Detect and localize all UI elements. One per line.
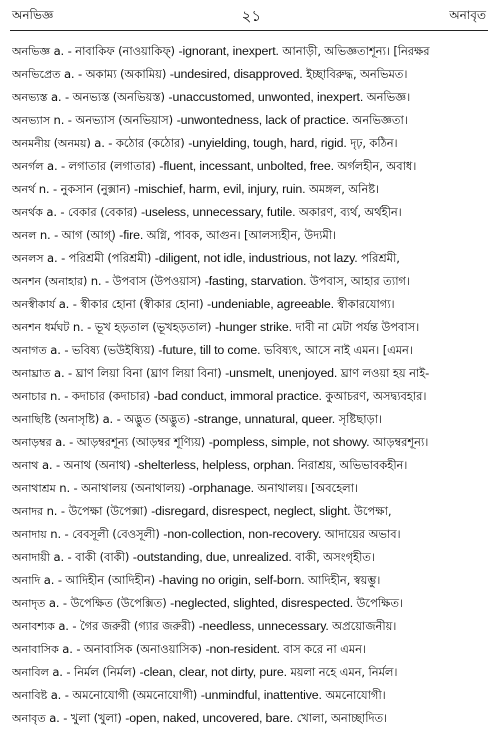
entry-bengali-definition: অগ্নি, পাবক, আগুন। [আলস্যহীন, উদ্যমী। [146,228,336,242]
entry-headword: অনভ্যস্ত [12,91,48,104]
entry-bengali-equivalent: অনাথ (অনাথ) [63,458,131,472]
entry-bengali-equivalent: কঠোর (কঠোর) [115,136,185,150]
entry-bengali-equivalent: ভূখ হড়তাল (ভূখহড়তাল) [94,320,212,334]
entry-part-of-speech: n. [59,481,70,495]
entry-part-of-speech: a. [49,711,60,725]
entry-part-of-speech: a. [41,458,53,472]
dictionary-entry: অনভিপ্রেত a. - অকাম্য (অকামিয়) -undesired, disapproved. ইচ্ছাবিরুদ্ধ, অনভিমত। [12,67,408,81]
entry-headword: অনাড়ম্বর [12,436,52,449]
entry-english-definition: shelterless, helpless, orphan. [138,458,295,472]
entry-bengali-definition: নিরাশ্রয়, অভিভাবকহীন। [297,458,408,472]
dictionary-entry: অনাচার n. - কদাচার (কদাচার) -bad conduct, immoral practice. কুআচরণ, অসদ্ব্যবহার। [12,389,427,403]
entry-bengali-definition: উপেক্ষা, [353,504,392,518]
entry-part-of-speech: a. [50,90,62,104]
entry-bengali-equivalent: উপেক্ষা (উপেক্সা) [68,504,148,518]
entry-headword: অনাদায়ী [12,551,50,564]
entry-english-definition: useless, unnecessary, futile. [144,205,296,219]
entry-english-definition: outstanding, due, unrealized. [136,550,292,564]
entry-bengali-equivalent: অদ্ভুত (অদ্ভুত) [124,412,191,426]
entry-bengali-definition: পরিশ্রমী, [361,251,400,265]
entry-part-of-speech: n. [46,504,58,518]
entry-headword: অনাবিল [12,666,49,679]
entry-bengali-definition: দৃঢ়, কঠিন। [350,136,398,150]
entry-bengali-definition: অনভিজ্ঞ। [366,90,411,104]
entry-english-definition: undeniable, agreeable. [211,297,334,311]
entry-headword: অনমনীয় (অনময়) [12,137,91,150]
entry-english-definition: fire. [123,228,144,242]
entry-bengali-definition: খোলা, অনাচ্ছাদিত। [296,711,388,725]
entry-part-of-speech: a. [102,412,114,426]
entry-bengali-equivalent: নির্মল (নির্মল) [73,665,136,679]
entry-headword: অনাথ [12,459,39,472]
entry-headword: অনভিজ্ঞ [12,45,51,58]
entry-headword: অনাদর [12,505,44,518]
entry-bengali-equivalent: স্বীকার হোনা (স্বীকার হোনা) [80,297,204,311]
entry-part-of-speech: n. [53,113,65,127]
entry-english-definition: ignorant, inexpert. [182,44,279,58]
entry-english-definition: open, naked, uncovered, bare. [129,711,294,725]
entry-bengali-definition: অপ্রয়োজনীয়। [332,619,397,633]
entry-headword: অনাঘ্রাত [12,367,51,380]
page-header [12,6,486,28]
dictionary-entry: অনমনীয় (অনময়) a. - কঠোর (কঠোর) -unyielding, tough, hard, rigid. দৃঢ়, কঠিন। [12,136,398,150]
header-divider [10,30,488,31]
header-left-guide-word: অনভিজ্ঞ [12,8,54,22]
entry-part-of-speech: a. [46,205,57,219]
entry-english-definition: neglected, slighted, disrespected. [174,596,353,610]
entry-part-of-speech: a. [50,343,61,357]
dictionary-entry: অনশন ধর্মঘট n. - ভূখ হড়তাল (ভূখহড়তাল) -hunger strike. দাবী না মেটা পর্যন্ত উপবাস। [12,320,420,334]
entry-headword: অনলস [12,252,44,265]
dictionary-entry: অনভ্যস্ত a. - অনভ্যস্ত (অনভিয়স্ত) -unaccustomed, unwonted, inexpert. অনভিজ্ঞ। [12,90,411,104]
dictionary-entry: অনর্গল a. - লগাতার (লগাতার) -fluent, incessant, unbolted, free. অর্গলহীন, অবাধ। [12,159,417,173]
entry-headword: অনাথাশ্রম [12,482,56,495]
entry-bengali-equivalent: কদাচার (কদাচার) [71,389,151,403]
dictionary-entry: অনাদায় n. - বেবসূলী (বেওসূলী) -non-collection, non-recovery. আদায়ের অভাব। [12,527,401,541]
entry-bengali-definition: দাবী না মেটা পর্যন্ত উপবাস। [295,320,420,334]
entry-part-of-speech: a. [47,251,58,265]
entry-bengali-definition: অনাথালয়। [অবহেলা। [257,481,358,495]
dictionary-entry: অনস্বীকার্য a. - স্বীকার হোনা (স্বীকার হোনা) -undeniable, agreeable. স্বীকারযোগ্য। [12,297,395,311]
dictionary-entry: অনাদায়ী a. - বাকী (বাকী) -outstanding, due, unrealized. বাকী, অসংগৃহীত। [12,550,375,564]
dictionary-entry: অনাগত a. - ভবিষ্য (ভউইষ্যিয়) -future, till to come. ভবিষ্যৎ, আসে নাই এমন। [এমন। [12,343,413,357]
entry-bengali-equivalent: অনাথালয় (অনাথালয়) [81,481,186,495]
entry-bengali-equivalent: গৈর জরুরী (গ্যার জরুরী) [79,619,196,633]
entry-bengali-definition: উপেক্ষিত। [356,596,403,610]
entry-bengali-definition: ময়লা নহে এমন, নির্মল। [290,665,398,679]
dictionary-entry: অনাবৃত a. - খুলা (খুলা) -open, naked, uncovered, bare. খোলা, অনাচ্ছাদিত। [12,711,388,725]
entry-english-definition: mischief, harm, evil, injury, ruin. [138,182,306,196]
entry-english-definition: hunger strike. [219,320,292,334]
entry-part-of-speech: a. [48,596,60,610]
entry-headword: অনাগত [12,344,47,357]
entry-list [12,40,486,742]
entry-bengali-definition: অকারণ, ব্যর্থ, অর্থহীন। [298,205,402,219]
entry-part-of-speech: a. [46,159,58,173]
entry-headword: অনাবাসিক [12,643,59,656]
entry-part-of-speech: a. [94,136,105,150]
entry-bengali-equivalent: উপেক্ষিত (উপেক্সিত) [70,596,167,610]
dictionary-entry: অনাবিল a. - নির্মল (নির্মল) -clean, clear, not dirty, pure. ময়লা নহে এমন, নির্মল। [12,665,398,679]
entry-part-of-speech: n. [50,389,61,403]
entry-part-of-speech: n. [38,182,50,196]
entry-bengali-definition: অমনোযোগী। [325,688,386,702]
entry-bengali-equivalent: বেবসূলী (বেওসূলী) [72,527,160,541]
entry-bengali-equivalent: বেকার (বেকার) [68,205,138,219]
dictionary-entry: অনশন (অনাহার) n. - উপবাস (উপওয়াস) -fasting, starvation. উপবাস, আহার ত্যাগ। [12,274,410,288]
dictionary-entry: অনাদি a. - আদিহীন (আদিহীন) -having no origin, self-born. আদিহীন, স্বয়ম্ভু। [12,573,381,587]
entry-headword: অনভ্যাস [12,114,50,127]
entry-part-of-speech: a. [43,573,55,587]
entry-bengali-equivalent: নাবাকিফ (নাওয়াকিফ্) [75,44,175,58]
dictionary-entry: অনাবিষ্ট a. - অমনোযোগী (অমনোযোগী) -unmindful, inattentive. অমনোযোগী। [12,688,386,702]
entry-bengali-definition: আদিহীন, স্বয়ম্ভু। [307,573,381,587]
entry-headword: অনাবশ্যক [12,620,55,633]
page-number: ২১ [241,6,262,25]
dictionary-entry: অনাঘ্রাত a. - ঘ্রাণ লিয়া বিনা (ঘ্রাণ লিয়া বিনা) -unsmelt, unenjoyed. ঘ্রাণ লওয়া হয় নাই- [12,366,430,380]
entry-part-of-speech: n. [39,228,51,242]
dictionary-entry: অনর্থ n. - নুকসান (নুক্সান) -mischief, harm, evil, injury, ruin. অমঙ্গল, অনিষ্ট। [12,182,380,196]
dictionary-entry: অনাথ a. - অনাথ (অনাথ) -shelterless, helpless, orphan. নিরাশ্রয়, অভিভাবকহীন। [12,458,408,472]
entry-english-definition: unyielding, tough, hard, rigid. [192,136,347,150]
entry-bengali-equivalent: অমনোযোগী (অমনোযোগী) [72,688,198,702]
entry-headword: অনর্গল [12,160,44,173]
dictionary-entry: অনাদৃত a. - উপেক্ষিত (উপেক্সিত) -neglected, slighted, disrespected. উপেক্ষিত। [12,596,403,610]
entry-english-definition: pompless, simple, not showy. [212,435,370,449]
entry-part-of-speech: a. [58,619,69,633]
entry-bengali-equivalent: নুকসান (নুক্সান) [60,182,131,196]
entry-english-definition: unsmelt, unenjoyed. [229,366,338,380]
entry-part-of-speech: n. [50,527,62,541]
entry-headword: অনশন (অনাহার) [12,275,88,288]
entry-bengali-definition: বাকী, অসংগৃহীত। [295,550,375,564]
entry-english-definition: unaccustomed, unwonted, inexpert. [172,90,364,104]
entry-bengali-definition: স্বীকারযোগ্য। [337,297,395,311]
entry-english-definition: future, till to come. [162,343,261,357]
entry-english-definition: unmindful, inattentive. [204,688,322,702]
entry-part-of-speech: a. [55,435,66,449]
entry-english-definition: orphanage. [192,481,254,495]
entry-headword: অনর্থ [12,183,36,196]
dictionary-entry: অনাড়ম্বর a. - আড়ম্বরশূন্য (আড়ম্বর শূণ্যিয়) -pompless, simple, not showy. আড়ম্বরশূন্য। [12,435,429,449]
entry-english-definition: non-resident. [209,642,280,656]
entry-headword: অনাদায় [12,528,47,541]
entry-headword: অনর্থক [12,206,43,219]
entry-bengali-definition: ইচ্ছাবিরুদ্ধ, অনভিমত। [306,67,408,81]
entry-part-of-speech: a. [58,297,70,311]
entry-bengali-definition: অনভিজ্ঞতা। [352,113,408,127]
entry-bengali-equivalent: ভবিষ্য (ভউইষ্যিয়) [71,343,155,357]
entry-part-of-speech: a. [62,642,73,656]
entry-bengali-equivalent: পরিশ্রমী (পরিশ্রমী) [68,251,152,265]
dictionary-entry: অনভ্যাস n. - অনভ্যাস (অনভিয়াস) -unwontedness, lack of practice. অনভিজ্ঞতা। [12,113,408,127]
entry-bengali-equivalent: অনভ্যাস (অনভিয়াস) [75,113,174,127]
header-right-guide-word: অনাবৃত [449,8,486,22]
entry-part-of-speech: n. [90,274,102,288]
entry-english-definition: having no origin, self-born. [162,573,305,587]
entry-bengali-definition: বাস করে না এমন। [283,642,366,656]
entry-bengali-equivalent: ঘ্রাণ লিয়া বিনা (ঘ্রাণ লিয়া বিনা) [75,366,222,380]
entry-bengali-definition: ঘ্রাণ লওয়া হয় নাই- [340,366,430,380]
entry-bengali-definition: অর্গলহীন, অবাধ। [337,159,417,173]
entry-bengali-definition: আনাড়ী, অভিজ্ঞতাশূন্য। [নিরক্ষর [282,44,430,58]
entry-bengali-definition: সৃষ্টিছাড়া। [338,412,382,426]
entry-bengali-equivalent: অকাম্য (অকামিয়) [85,67,167,81]
entry-bengali-equivalent: আড়ম্বরশূন্য (আড়ম্বর শূণ্যিয়) [76,435,206,449]
dictionary-entry: অনভিজ্ঞ a. - নাবাকিফ (নাওয়াকিফ্) -ignorant, inexpert. আনাড়ী, অভিজ্ঞতাশূন্য। [নিরক্ষর [12,44,430,58]
entry-headword: অনাবিষ্ট [12,689,48,702]
entry-headword: অনাবৃত [12,712,46,725]
entry-part-of-speech: a. [63,67,75,81]
entry-bengali-definition: কুআচরণ, অসদ্ব্যবহার। [325,389,427,403]
entry-headword: অনভিপ্রেত [12,68,61,81]
entry-bengali-equivalent: অনাবাসিক (অনাওয়াসিক) [83,642,202,656]
entry-headword: অনাদৃত [12,597,46,610]
dictionary-entry: অনাথাশ্রম n. - অনাথালয় (অনাথালয়) -orphanage. অনাথালয়। [অবহেলা। [12,481,358,495]
entry-english-definition: disregard, disrespect, neglect, slight. [155,504,351,518]
entry-bengali-equivalent: বাকী (বাকী) [75,550,130,564]
entry-english-definition: diligent, not idle, industrious, not lazy. [158,251,358,265]
entry-bengali-equivalent: আদিহীন (আদিহীন) [65,573,156,587]
dictionary-entry: অনর্থক a. - বেকার (বেকার) -useless, unnecessary, futile. অকারণ, ব্যর্থ, অর্থহীন। [12,205,402,219]
entry-part-of-speech: a. [54,366,65,380]
entry-bengali-equivalent: উপবাস (উপওয়াস) [112,274,202,288]
entry-english-definition: needless, unnecessary. [202,619,329,633]
entry-headword: অনল [12,229,37,242]
entry-english-definition: bad conduct, immoral practice. [157,389,322,403]
entry-part-of-speech: a. [50,688,62,702]
entry-bengali-definition: আদায়ের অভাব। [324,527,401,541]
entry-bengali-equivalent: খুলা (খুলা) [70,711,122,725]
entry-bengali-definition: উপবাস, আহার ত্যাগ। [309,274,410,288]
entry-bengali-definition: অমঙ্গল, অনিষ্ট। [308,182,380,196]
entry-english-definition: strange, unnatural, queer. [197,412,336,426]
entry-bengali-definition: ভবিষ্যৎ, আসে নাই এমন। [এমন। [263,343,413,357]
entry-english-definition: fluent, incessant, unbolted, free. [163,159,334,173]
entry-headword: অনশন ধর্মঘট [12,321,70,334]
entry-english-definition: clean, clear, not dirty, pure. [143,665,287,679]
dictionary-entry: অনাবাসিক a. - অনাবাসিক (অনাওয়াসিক) -non-resident. বাস করে না এমন। [12,642,366,656]
entry-part-of-speech: n. [72,320,84,334]
entry-english-definition: fasting, starvation. [208,274,307,288]
entry-headword: অনাচার [12,390,47,403]
dictionary-entry: অনাছিষ্টি (অনাসৃষ্টি) a. - অদ্ভুত (অদ্ভুত) -strange, unnatural, queer. সৃষ্টিছাড়া। [12,412,382,426]
entry-english-definition: unwontedness, lack of practice. [180,113,349,127]
dictionary-entry: অনলস a. - পরিশ্রমী (পরিশ্রমী) -diligent, not idle, industrious, not lazy. পরিশ্রমী, [12,251,400,265]
entry-english-definition: non-collection, non-recovery. [167,527,322,541]
dictionary-entry: অনাবশ্যক a. - গৈর জরুরী (গ্যার জরুরী) -needless, unnecessary. অপ্রয়োজনীয়। [12,619,397,633]
dictionary-entry: অনল n. - আগ (আগ্) -fire. অগ্নি, পাবক, আগুন। [আলস্যহীন, উদ্যমী। [12,228,336,242]
entry-headword: অনাছিষ্টি (অনাসৃষ্টি) [12,413,100,426]
entry-bengali-equivalent: লগাতার (লগাতার) [68,159,156,173]
entry-part-of-speech: a. [52,665,63,679]
entry-bengali-definition: আড়ম্বরশূন্য। [373,435,429,449]
entry-part-of-speech: a. [53,44,65,58]
entry-bengali-equivalent: অনভ্যস্ত (অনভিয়স্ত) [72,90,165,104]
entry-headword: অনস্বীকার্য [12,298,56,311]
entry-headword: অনাদি [12,574,41,587]
dictionary-entry: অনাদর n. - উপেক্ষা (উপেক্সা) -disregard, disrespect, neglect, slight. উপেক্ষা, [12,504,392,518]
entry-part-of-speech: a. [53,550,64,564]
entry-bengali-equivalent: আগ (আগ্) [61,228,116,242]
entry-english-definition: undesired, disapproved. [173,67,303,81]
